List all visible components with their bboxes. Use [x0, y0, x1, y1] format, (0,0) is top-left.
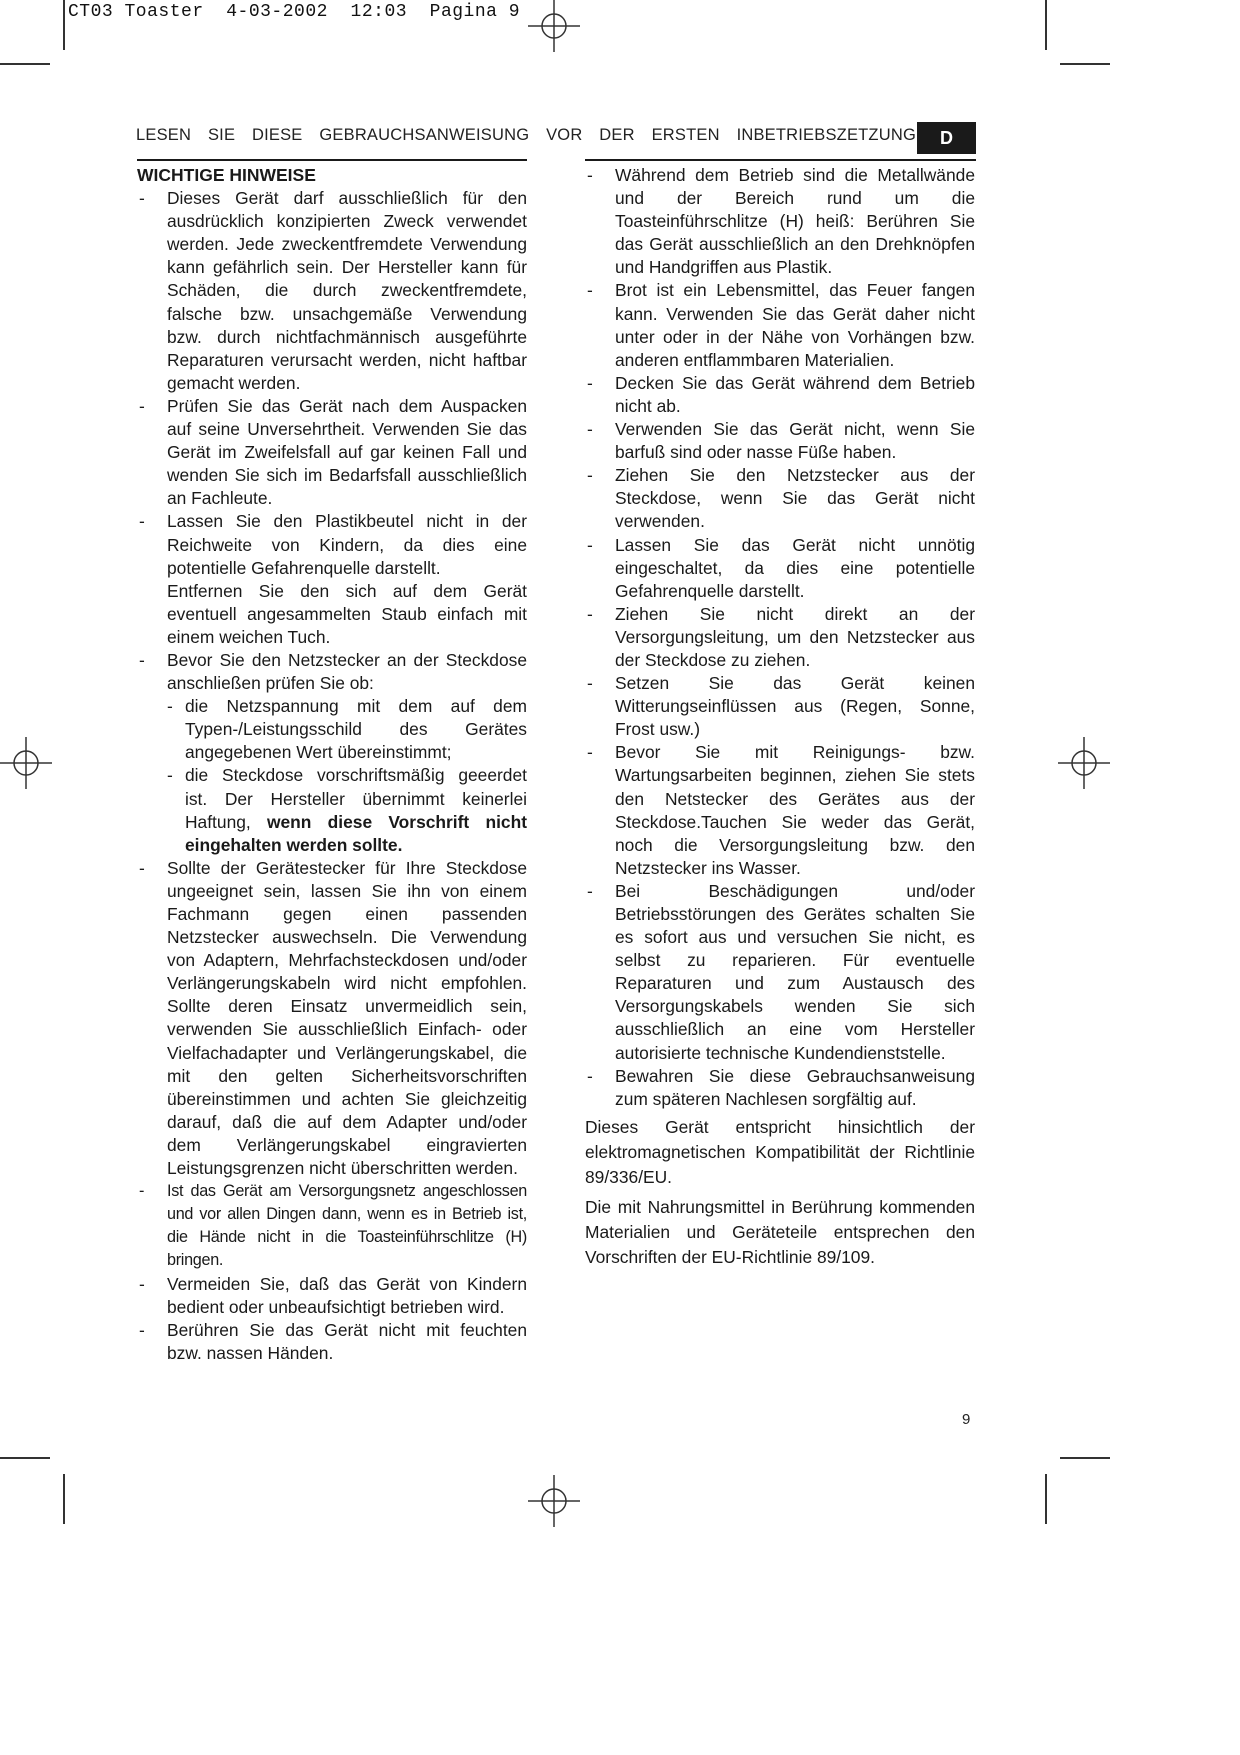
header-word: DER [599, 126, 635, 144]
crop-mark [63, 0, 65, 50]
sub-list-item: - die Steckdose vorschriftsmäßig geeerdet ist. Der Hersteller übernimmt keinerlei Haftung, wenn diese Vorschrift nicht eingehalten werden sollte. [167, 765, 527, 855]
registration-mark-icon [528, 1475, 580, 1527]
section-title: WICHTIGE HINWEISE [137, 165, 316, 185]
list-item: - Während dem Betrieb sind die Metallwände und der Bereich rund um die Toasteinführschlitze (H) heiß: Berühren Sie das Gerät ausschließlich an den Drehknöpfen und Handgriffen aus Plastik. [587, 165, 975, 278]
list-item: - Ziehen Sie den Netzstecker aus der Steckdose, wenn Sie das Gerät nicht verwenden. [587, 465, 975, 532]
page-number: 9 [962, 1411, 971, 1428]
page-header [136, 122, 976, 156]
header-word: GEBRAUCHSANWEISUNG [319, 126, 530, 144]
header-word: ERSTEN [651, 126, 720, 144]
list-item: - Setzen Sie das Gerät keinen Witterungseinflüssen aus (Regen, Sonne, Frost usw.) [587, 673, 975, 740]
list-item: - Berühren Sie das Gerät nicht mit feuchten bzw. nassen Händen. [139, 1319, 527, 1363]
registration-mark-icon [1058, 737, 1110, 789]
list-item: - Dieses Gerät darf ausschließlich für den ausdrücklich konzipierten Zweck verwendet werden. Jede zweckentfremdete Verwendung kann gefährlich sein. Der Hersteller kann für Schäden, die durch zweckentfremdete, falsche bzw. unsachgemäße Verwendung bzw. durch nichtfachmännisch ausgeführte Reparaturen verursacht werden, nicht haftbar gemacht werden. [139, 188, 527, 393]
list-item: - Prüfen Sie das Gerät nach dem Auspacken auf seine Unversehrtheit. Verwenden Sie das Gerät im Zweifelsfall auf gar keinen Fall und wenden Sie sich im Bedarfsfall ausschließlich an Fachleute. [139, 395, 527, 509]
list-item: - Bevor Sie mit Reinigungs- bzw. Wartungsarbeiten beginnen, ziehen Sie stets den Netstecker des Gerätes aus der Steckdose.Tauchen Sie weder das Gerät, noch die Versorgungsleitung bzw. den Netzstecker ins Wasser. [587, 742, 975, 878]
list-item: - Vermeiden Sie, daß das Gerät von Kindern bedient oder unbeaufsichtigt betrieben wird. [139, 1273, 527, 1317]
header-word: DIESE [252, 126, 303, 144]
header-word: SIE [207, 126, 236, 144]
print-slug: CT03 Toaster 4-03-2002 12:03 Pagina 9 [68, 2, 521, 22]
list-item: - Bei Beschädigungen und/oder Betriebsstörungen des Gerätes schalten Sie es sofort aus und versuchen Sie nicht, es selbst zu reparieren. Für eventuelle Reparaturen und zum Austausch des Versorgungskabels wenden Sie sich ausschließlich an eine vom Hersteller autorisierte technische Kundendienststelle. [587, 880, 975, 1063]
list-item-continuation: Entfernen Sie den sich auf dem Gerät eventuell angesammelten Staub einfach mit einem weichen Tuch. [167, 580, 527, 647]
list-item: - Bewahren Sie diese Gebrauchsanweisung zum späteren Nachlesen sorgfältig auf. [587, 1065, 975, 1109]
list-item: - Lassen Sie den Plastikbeutel nicht in der Reichweite von Kindern, da dies eine potentielle Gefahrenquelle darstellt. [139, 511, 527, 578]
right-column [585, 164, 975, 1275]
crop-mark [0, 1457, 50, 1459]
compliance-paragraph: Die mit Nahrungsmittel in Berührung kommenden Materialien und Geräteteile entsprechen den Vorschriften der EU-Richtlinie 89/109. [585, 1196, 975, 1267]
header-rule-left [137, 159, 527, 161]
crop-mark [1045, 0, 1047, 50]
header-word: LESEN [136, 126, 192, 144]
header-word: INBETRIEBSZETZUNG [736, 126, 916, 144]
list-item: - Ist das Gerät am Versorgungsnetz angeschlossen und vor allen Dingen dann, wenn es in Betrieb ist, die Hände nicht in die Toasteinführschlitze (H) bringen. [139, 1182, 527, 1270]
header-word: VOR [546, 126, 583, 144]
crop-mark [1045, 1474, 1047, 1524]
list-item: - Brot ist ein Lebensmittel, das Feuer fangen kann. Verwenden Sie das Gerät daher nicht unter oder in der Nähe von Vorhängen bzw. anderen entflammbaren Materialien. [587, 280, 975, 370]
list-item: - Ziehen Sie nicht direkt an der Versorgungsleitung, um den Netzstecker aus der Steckdose zu ziehen. [587, 603, 975, 670]
registration-mark-icon [0, 737, 52, 789]
language-badge: D [917, 122, 976, 154]
sub-list-item: - die Netzspannung mit dem auf dem Typen-/Leistungsschild des Gerätes angegebenen Wert übereinstimmt; [167, 696, 527, 763]
crop-mark [63, 1474, 65, 1524]
compliance-paragraph: Dieses Gerät entspricht hinsichtlich der elektromagnetischen Kompatibilität der Richtlinie 89/336/EU. [585, 1116, 975, 1187]
header-title [136, 126, 916, 145]
crop-mark [1060, 1457, 1110, 1459]
crop-mark [0, 63, 50, 65]
registration-mark-icon [528, 0, 580, 52]
list-item: - Verwenden Sie das Gerät nicht, wenn Sie barfuß sind oder nasse Füße haben. [587, 419, 975, 463]
list-item: - Decken Sie das Gerät während dem Betrieb nicht ab. [587, 372, 975, 416]
header-rule-right [585, 159, 976, 161]
list-item: - Lassen Sie das Gerät nicht unnötig eingeschaltet, da dies eine potentielle Gefahrenquelle darstellt. [587, 534, 975, 601]
crop-mark [1060, 63, 1110, 65]
left-column [137, 164, 527, 1365]
list-item: - Bevor Sie den Netzstecker an der Steckdose anschließen prüfen Sie ob: [139, 649, 527, 694]
list-item: - Sollte der Gerätestecker für Ihre Steckdose ungeeignet sein, lassen Sie ihn von einem Fachmann gegen einen passenden Netzstecker auswechseln. Die Verwendung von Adaptern, Mehrfachsteckdosen und/oder Verlängerungskabeln wird nicht empfohlen. Sollte deren Einsatz unvermeidlich sein, verwenden Sie ausschließlich Einfach- oder Vielfachadapter und Verlängerungskabel, die mit den gelten Sicherheitsvorschriften übereinstimmen und achten Sie gleichzeitig darauf, daß die auf dem Adapter und/oder dem Verlängerungskabel eingravierten Leistungsgrenzen nicht überschritten werden. [139, 857, 527, 1179]
